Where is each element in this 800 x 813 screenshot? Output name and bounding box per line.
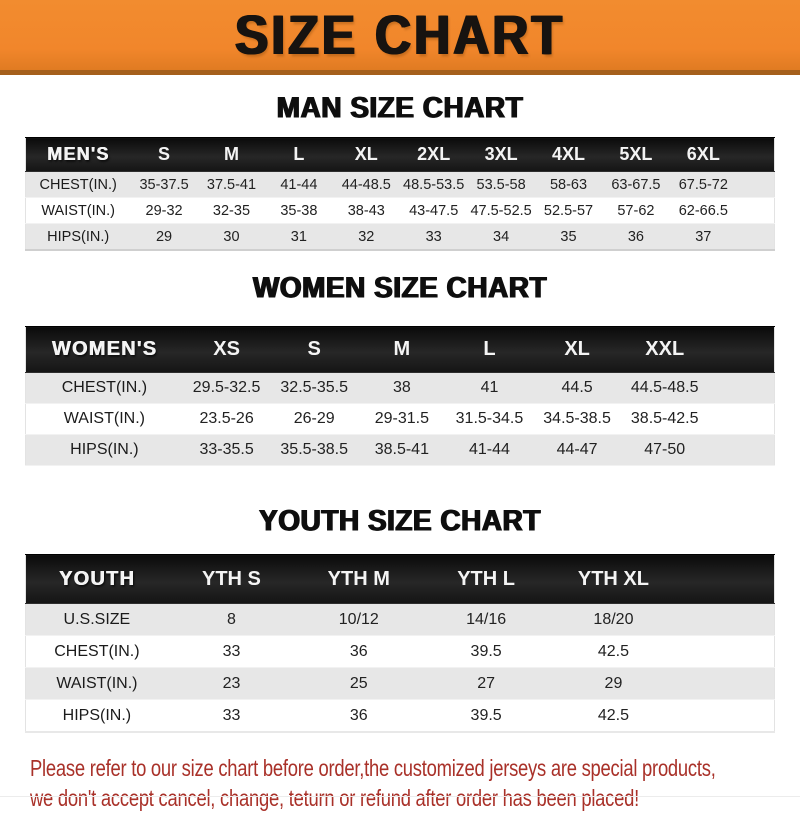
men-table-header-row [26, 138, 775, 172]
size-value-cell: 33 [168, 636, 295, 668]
women-row-filler [709, 373, 775, 404]
men-size-header: 5XL [602, 138, 669, 172]
size-value-cell: 57-62 [602, 198, 669, 224]
youth-row-chestin [26, 636, 775, 668]
size-value-cell: 32 [333, 224, 400, 251]
size-value-cell: 32-35 [198, 198, 265, 224]
size-value-cell: 33 [400, 224, 467, 251]
size-value-cell: 38-43 [333, 198, 400, 224]
size-value-cell: 62-66.5 [670, 198, 737, 224]
youth-row-ussize [26, 604, 775, 636]
banner-title: SIZE CHART [235, 3, 565, 67]
size-value-cell: 44.5-48.5 [621, 373, 709, 404]
size-value-cell: 44-47 [533, 435, 621, 466]
youth-row-filler [677, 604, 774, 636]
men-row-waistin [26, 198, 775, 224]
men-row-filler [737, 198, 774, 224]
men-size-header: 4XL [535, 138, 602, 172]
men-header-filler [737, 138, 774, 172]
men-row-filler [737, 172, 774, 198]
size-value-cell: 29-32 [130, 198, 197, 224]
size-value-cell: 18/20 [550, 604, 677, 636]
size-value-cell: 27 [422, 668, 549, 700]
youth-table-header-row [26, 555, 775, 604]
size-value-cell: 10/12 [295, 604, 422, 636]
row-label: HIPS(IN.) [26, 224, 131, 251]
size-value-cell: 8 [168, 604, 295, 636]
youth-size-header: YTH L [422, 555, 549, 604]
size-value-cell: 26-29 [270, 404, 358, 435]
men-size-header: 2XL [400, 138, 467, 172]
size-value-cell: 58-63 [535, 172, 602, 198]
row-label: CHEST(IN.) [26, 636, 168, 668]
size-value-cell: 38 [358, 373, 446, 404]
row-label: HIPS(IN.) [26, 700, 168, 733]
size-value-cell: 41-44 [265, 172, 332, 198]
women-size-header: L [446, 327, 534, 373]
size-value-cell: 42.5 [550, 700, 677, 733]
men-size-table [25, 137, 775, 251]
men-size-header: S [130, 138, 197, 172]
youth-row-hipsin [26, 700, 775, 733]
size-value-cell: 35 [535, 224, 602, 251]
size-chart-sections [0, 92, 800, 733]
women-size-section [0, 272, 800, 466]
footer-notice [30, 753, 798, 813]
size-value-cell: 29.5-32.5 [183, 373, 271, 404]
size-value-cell: 39.5 [422, 700, 549, 733]
size-value-cell: 41-44 [446, 435, 534, 466]
size-value-cell: 34 [467, 224, 534, 251]
men-size-header: XL [333, 138, 400, 172]
size-value-cell: 67.5-72 [670, 172, 737, 198]
women-row-hipsin [26, 435, 775, 466]
youth-size-table [25, 554, 775, 733]
youth-row-waistin [26, 668, 775, 700]
size-value-cell: 38.5-41 [358, 435, 446, 466]
youth-size-header: YTH XL [550, 555, 677, 604]
men-size-header: 6XL [670, 138, 737, 172]
size-value-cell: 48.5-53.5 [400, 172, 467, 198]
size-value-cell: 47.5-52.5 [467, 198, 534, 224]
size-value-cell: 14/16 [422, 604, 549, 636]
youth-row-filler [677, 700, 774, 733]
row-label: CHEST(IN.) [26, 373, 183, 404]
size-value-cell: 36 [295, 636, 422, 668]
row-label: CHEST(IN.) [26, 172, 131, 198]
women-row-waistin [26, 404, 775, 435]
women-header-filler [709, 327, 775, 373]
size-value-cell: 30 [198, 224, 265, 251]
size-value-cell: 42.5 [550, 636, 677, 668]
row-label: WAIST(IN.) [26, 198, 131, 224]
women-size-header: XXL [621, 327, 709, 373]
size-value-cell: 38.5-42.5 [621, 404, 709, 435]
women-row-filler [709, 435, 775, 466]
women-size-table [25, 326, 775, 466]
youth-size-header: YTH S [168, 555, 295, 604]
size-value-cell: 44.5 [533, 373, 621, 404]
youth-size-section [0, 505, 800, 733]
size-value-cell: 32.5-35.5 [270, 373, 358, 404]
women-row-chestin [26, 373, 775, 404]
youth-row-filler [677, 668, 774, 700]
youth-size-header: YTH M [295, 555, 422, 604]
size-value-cell: 35-38 [265, 198, 332, 224]
footer-notice-line1: Please refer to our size chart before order,the customized jerseys are special products, [30, 755, 716, 781]
size-value-cell: 39.5 [422, 636, 549, 668]
size-value-cell: 23 [168, 668, 295, 700]
women-size-header: S [270, 327, 358, 373]
men-row-hipsin [26, 224, 775, 251]
row-label: U.S.SIZE [26, 604, 168, 636]
row-label: WAIST(IN.) [26, 404, 183, 435]
men-corner-label: MEN'S [26, 138, 131, 172]
youth-row-filler [677, 636, 774, 668]
men-row-chestin [26, 172, 775, 198]
size-value-cell: 33-35.5 [183, 435, 271, 466]
size-value-cell: 36 [602, 224, 669, 251]
size-value-cell: 36 [295, 700, 422, 733]
size-chart-banner [0, 0, 800, 75]
size-value-cell: 37 [670, 224, 737, 251]
footer-notice-line2: we don't accept cancel, change, teturn or refund after order has been placed! [30, 785, 639, 811]
youth-section-heading: YOUTH SIZE CHART [259, 504, 541, 537]
youth-corner-label: YOUTH [26, 555, 168, 604]
women-size-header: M [358, 327, 446, 373]
men-section-heading: MAN SIZE CHART [276, 91, 524, 124]
size-value-cell: 31 [265, 224, 332, 251]
size-value-cell: 52.5-57 [535, 198, 602, 224]
size-value-cell: 31.5-34.5 [446, 404, 534, 435]
size-value-cell: 43-47.5 [400, 198, 467, 224]
size-value-cell: 29-31.5 [358, 404, 446, 435]
youth-header-filler [677, 555, 774, 604]
men-size-header: 3XL [467, 138, 534, 172]
size-value-cell: 35-37.5 [130, 172, 197, 198]
women-section-heading: WOMEN SIZE CHART [252, 271, 548, 304]
row-label: HIPS(IN.) [26, 435, 183, 466]
women-size-header: XS [183, 327, 271, 373]
row-label: WAIST(IN.) [26, 668, 168, 700]
size-value-cell: 34.5-38.5 [533, 404, 621, 435]
size-value-cell: 37.5-41 [198, 172, 265, 198]
size-value-cell: 25 [295, 668, 422, 700]
size-value-cell: 63-67.5 [602, 172, 669, 198]
size-value-cell: 29 [130, 224, 197, 251]
size-value-cell: 47-50 [621, 435, 709, 466]
size-value-cell: 41 [446, 373, 534, 404]
women-corner-label: WOMEN'S [26, 327, 183, 373]
size-value-cell: 23.5-26 [183, 404, 271, 435]
men-size-section [0, 92, 800, 251]
women-table-header-row [26, 327, 775, 373]
men-size-header: M [198, 138, 265, 172]
women-size-header: XL [533, 327, 621, 373]
men-row-filler [737, 224, 774, 251]
size-value-cell: 53.5-58 [467, 172, 534, 198]
bottom-divider [0, 796, 800, 797]
men-size-header: L [265, 138, 332, 172]
size-value-cell: 35.5-38.5 [270, 435, 358, 466]
size-value-cell: 33 [168, 700, 295, 733]
size-value-cell: 29 [550, 668, 677, 700]
women-row-filler [709, 404, 775, 435]
size-value-cell: 44-48.5 [333, 172, 400, 198]
